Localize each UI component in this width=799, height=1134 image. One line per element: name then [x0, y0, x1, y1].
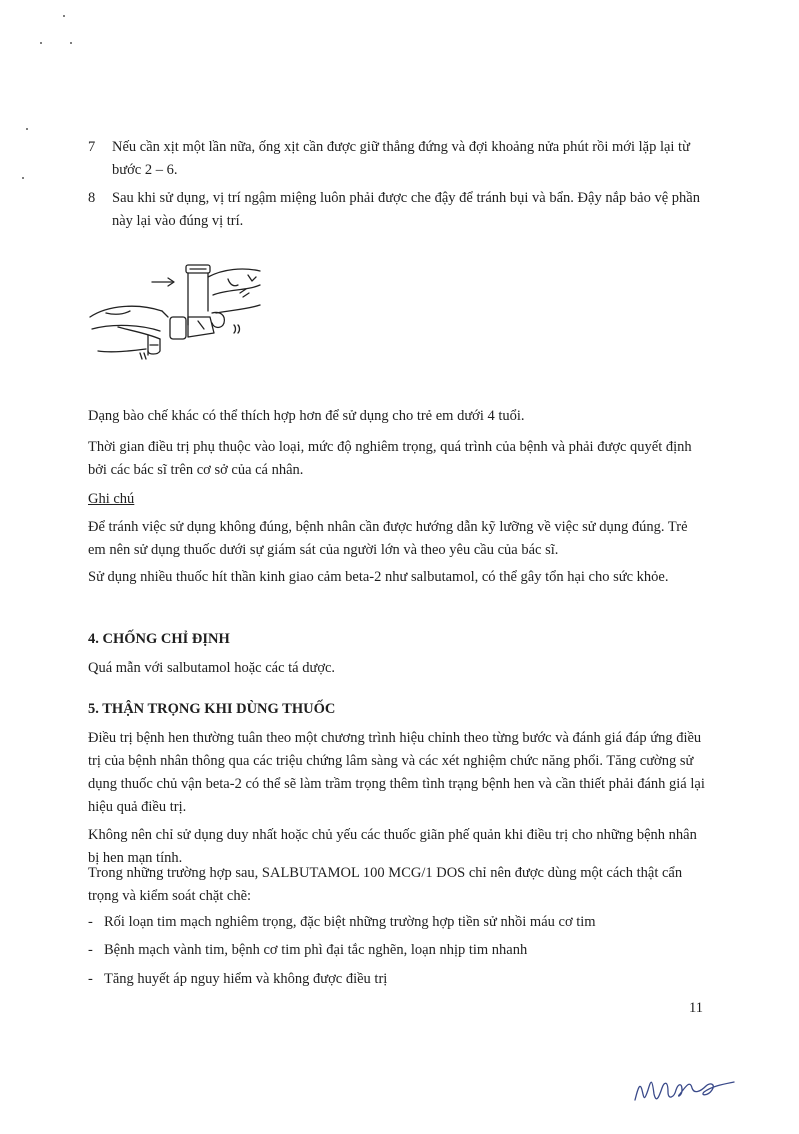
bullet-item: [88, 968, 708, 991]
bullet-text: Bệnh mạch vành tim, bệnh cơ tim phì đại tắc nghẽn, loạn nhịp tim nhanh: [104, 942, 528, 958]
step-text: Sau khi sử dụng, vị trí ngậm miệng luôn phải được che đậy để tránh bụi và bẩn. Đậy nắp bảo vệ phần này lại vào đúng vị trí.: [112, 190, 700, 229]
scan-speck: [40, 42, 42, 44]
step-item-8: [88, 187, 718, 233]
section-4-heading: 4. CHỐNG CHỈ ĐỊNH: [88, 631, 230, 647]
bullet-dash: -: [88, 942, 93, 958]
scan-speck: [63, 15, 65, 17]
paragraph-dosage-form: Dạng bào chế khác có thể thích hợp hơn để sử dụng cho trẻ em dưới 4 tuổi.: [88, 408, 525, 424]
bullet-text: Tăng huyết áp nguy hiểm và không được điều trị: [104, 971, 388, 987]
bullet-text: Rối loạn tim mạch nghiêm trọng, đặc biệt những trường hợp tiền sử nhồi máu cơ tim: [104, 914, 596, 930]
scan-speck: [26, 128, 28, 130]
paragraph-treatment-duration: Thời gian điều trị phụ thuộc vào loại, mức độ nghiêm trọng, quá trình của bệnh và phải được quyết định bởi các bác sĩ trên cơ sở của cá nhân.: [88, 439, 692, 478]
step-item-7: [88, 136, 718, 182]
signature-mark: [630, 1060, 740, 1115]
scan-speck: [22, 177, 24, 179]
bullet-item: [88, 939, 708, 962]
bullet-dash: -: [88, 971, 93, 987]
section-4-text: Quá mẫn với salbutamol hoặc các tá dược.: [88, 660, 336, 676]
bullet-dash: -: [88, 914, 93, 930]
step-text: Nếu cần xịt một lần nữa, ống xịt cần được giữ thẳng đứng và đợi khoảng nửa phút rồi mới lặp lại từ bước 2 – 6.: [112, 139, 690, 178]
section-5-paragraph-3: Trong những trường hợp sau, SALBUTAMOL 100 MCG/1 DOS chỉ nên được dùng một cách thật cẩn trọng và kiểm soát chặt chẽ:: [88, 865, 683, 904]
scan-speck: [70, 42, 72, 44]
section-5-paragraph-2: Không nên chỉ sử dụng duy nhất hoặc chủ yếu các thuốc giãn phế quản khi điều trị cho những bệnh nhân bị hen mạn tính.: [88, 827, 697, 866]
section-5-paragraph-1: Điều trị bệnh hen thường tuân theo một chương trình hiệu chỉnh theo từng bước và đánh giá đáp ứng điều trị của bệnh nhân thông qua các triệu chứng lâm sàng và các xét nghiệm chức năng phổi. Tăng cường sử dụng thuốc chủ vận beta-2 có thể sẽ làm trầm trọng thêm tình trạng bệnh hen và cần thiết phải đánh giá lại hiệu quả điều trị.: [88, 730, 705, 815]
paragraph-note-usage: Để tránh việc sử dụng không đúng, bệnh nhân cần được hướng dẫn kỹ lưỡng về việc sử dụng đúng. Trẻ em nên sử dụng thuốc dưới sự giám sát của người lớn và theo yêu cầu của bác sĩ.: [88, 519, 688, 558]
bullet-item: [88, 911, 708, 934]
inhaler-cap-illustration: [88, 255, 278, 375]
note-heading: Ghi chú: [88, 491, 135, 507]
step-number: 7: [88, 139, 96, 155]
paragraph-note-beta2: Sử dụng nhiều thuốc hít thần kinh giao cảm beta-2 như salbutamol, có thể gây tổn hại cho sức khỏe.: [88, 569, 669, 585]
page-number: 11: [689, 1000, 703, 1016]
section-5-heading: 5. THẬN TRỌNG KHI DÙNG THUỐC: [88, 701, 336, 717]
step-number: 8: [88, 190, 96, 206]
